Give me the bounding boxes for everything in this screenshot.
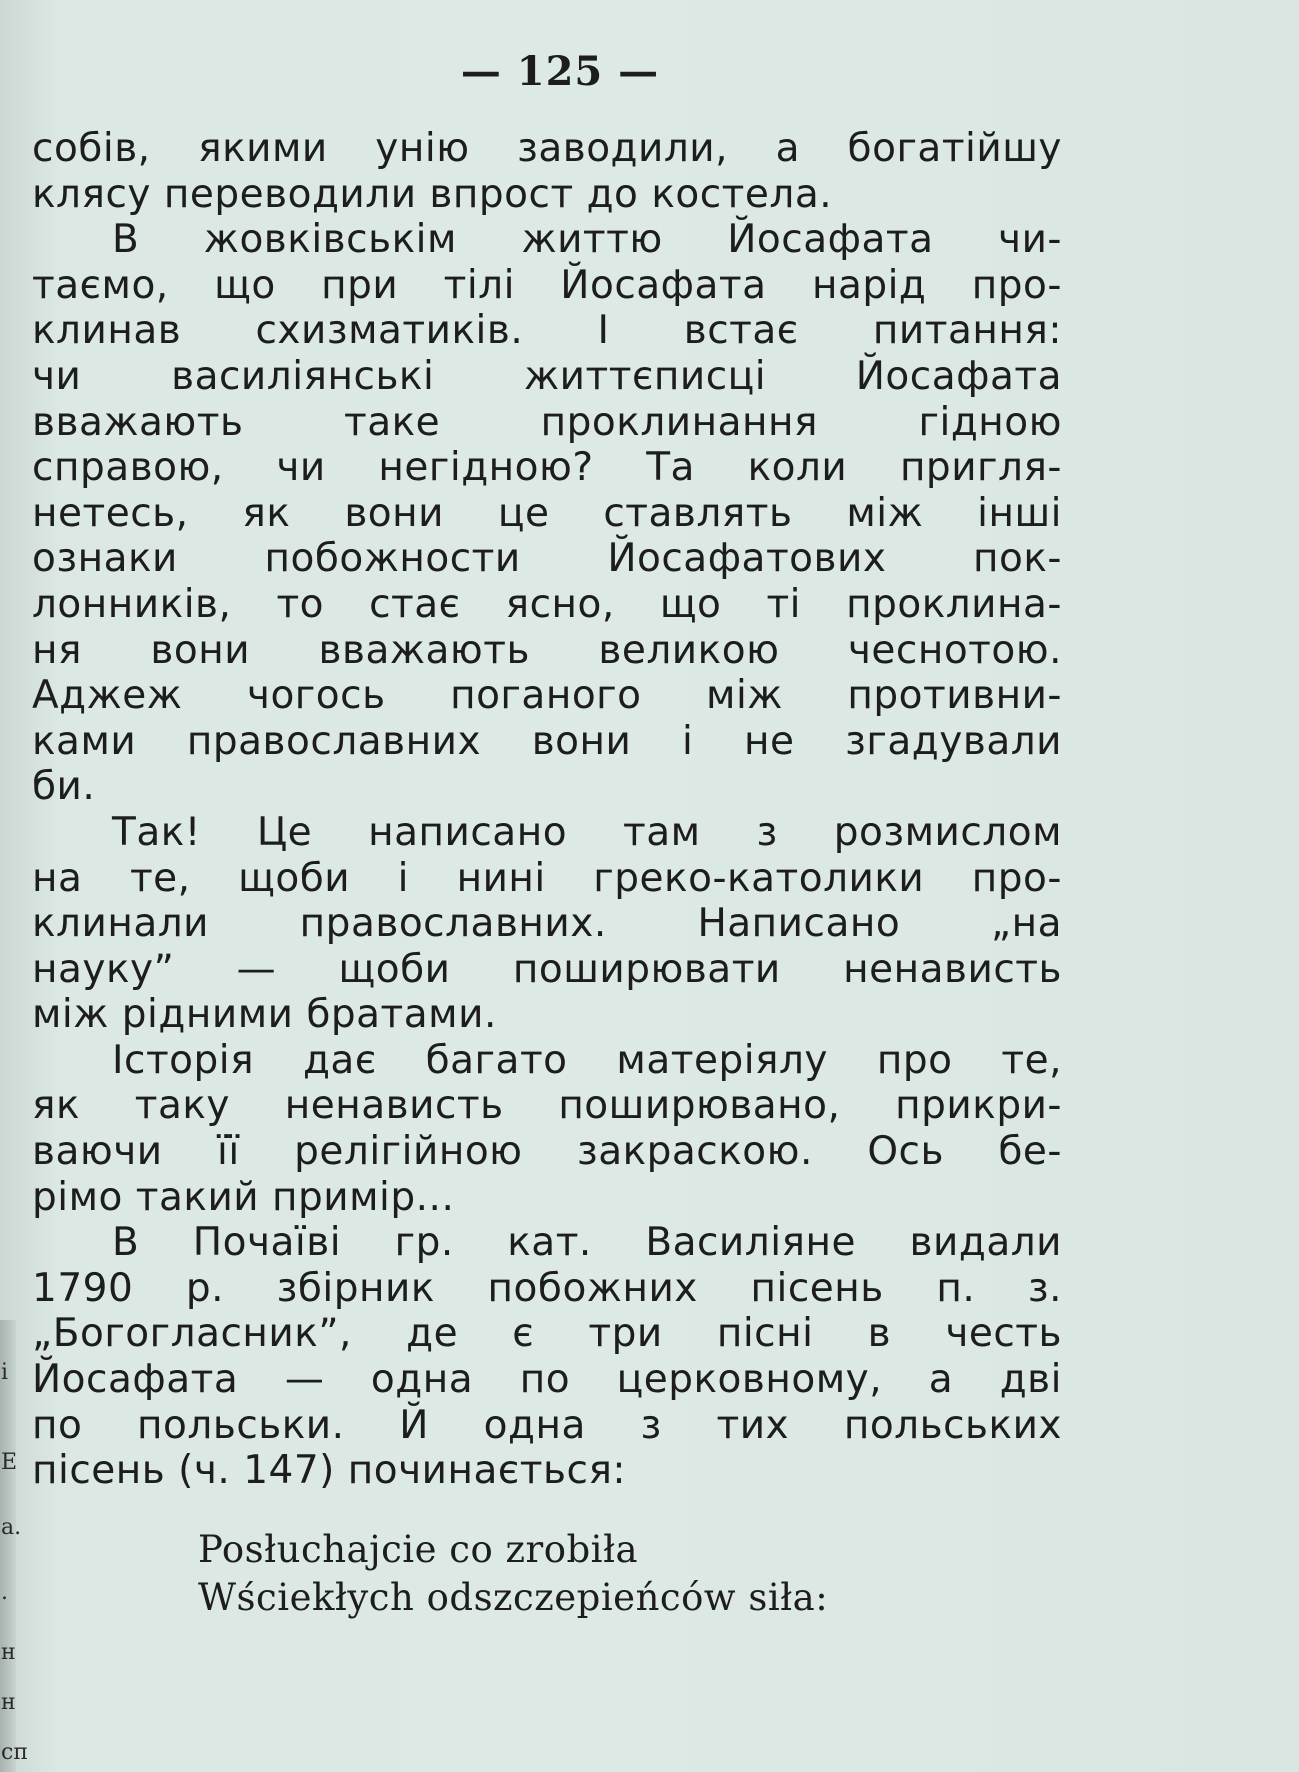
gutter-mark: сп: [1, 1740, 28, 1765]
text-line: по польськи. Й одна з тих польських: [32, 1402, 1062, 1448]
text-line: рімо такий примір...: [32, 1174, 455, 1220]
gutter-mark: і: [1, 1360, 9, 1385]
text-line: таємо, що при тілі Йосафата нарід про-: [32, 262, 1062, 308]
text-line: справою, чи негідною? Та коли пригля-: [32, 445, 1062, 491]
text-line: клинав схизматиків. І встає питання:: [32, 308, 1062, 354]
text-line: пісень (ч. 147) починається:: [32, 1448, 627, 1494]
text-line: Так! Це написано там з розмислом: [112, 809, 1062, 855]
verse-line: Wściekłych odszczepieńców siła:: [198, 1576, 829, 1619]
body-text: [32, 126, 1062, 1494]
text-line: між рідними братами.: [32, 992, 497, 1038]
page-number: — 125 —: [460, 48, 660, 95]
text-line: нетесь, як вони це ставлять між інші: [32, 490, 1062, 536]
text-line: клясу переводили впрост до костела.: [32, 171, 833, 217]
text-line: ваючи її релігійною закраскою. Ось бе-: [32, 1129, 1062, 1175]
text-line: Історія дає багато матеріялу про те,: [112, 1037, 1062, 1083]
text-line: ками православних вони і не згадували: [32, 718, 1062, 764]
text-line: би.: [32, 764, 96, 810]
gutter-mark: н: [1, 1690, 16, 1715]
adjacent-page-edge: [0, 1320, 28, 1772]
text-line: лонників, то стає ясно, що ті проклина-: [32, 581, 1062, 627]
text-line: на те, щоби і нині греко-католики про-: [32, 855, 1062, 901]
text-line: вважають таке проклинання гідною: [32, 399, 1062, 445]
gutter-mark: а.: [1, 1515, 22, 1540]
gutter-mark: н: [1, 1640, 16, 1665]
gutter-mark: .: [1, 1580, 8, 1605]
text-line: ознаки побожности Йосафатових пок-: [32, 536, 1062, 582]
text-line: ня вони вважають великою чеснотою.: [32, 627, 1062, 673]
text-line: клинали православних. Написано „на: [32, 901, 1062, 947]
text-line: В Почаїві гр. кат. Василіяне видали: [112, 1220, 1062, 1266]
text-line: науку” — щоби поширювати ненависть: [32, 946, 1062, 992]
text-line: як таку ненависть поширювано, прикри-: [32, 1083, 1062, 1129]
text-line: Йосафата — одна по церковному, а дві: [32, 1357, 1062, 1403]
text-line: „Богогласник”, де є три пісні в честь: [32, 1311, 1062, 1357]
verse-quote: [198, 1526, 828, 1622]
text-line: Аджеж чогось поганого між противни-: [32, 673, 1062, 719]
text-line: В жовківськім життю Йосафата чи-: [112, 217, 1062, 263]
text-line: собів, якими унію заводили, а богатійшу: [32, 126, 1062, 171]
verse-line: Posłuchajcie co zrobiła: [198, 1528, 639, 1571]
text-line: 1790 р. збірник побожних пісень п. з.: [32, 1265, 1062, 1311]
text-line: чи василіянські життєписці Йосафата: [32, 353, 1062, 399]
gutter-mark: Е: [1, 1450, 18, 1475]
